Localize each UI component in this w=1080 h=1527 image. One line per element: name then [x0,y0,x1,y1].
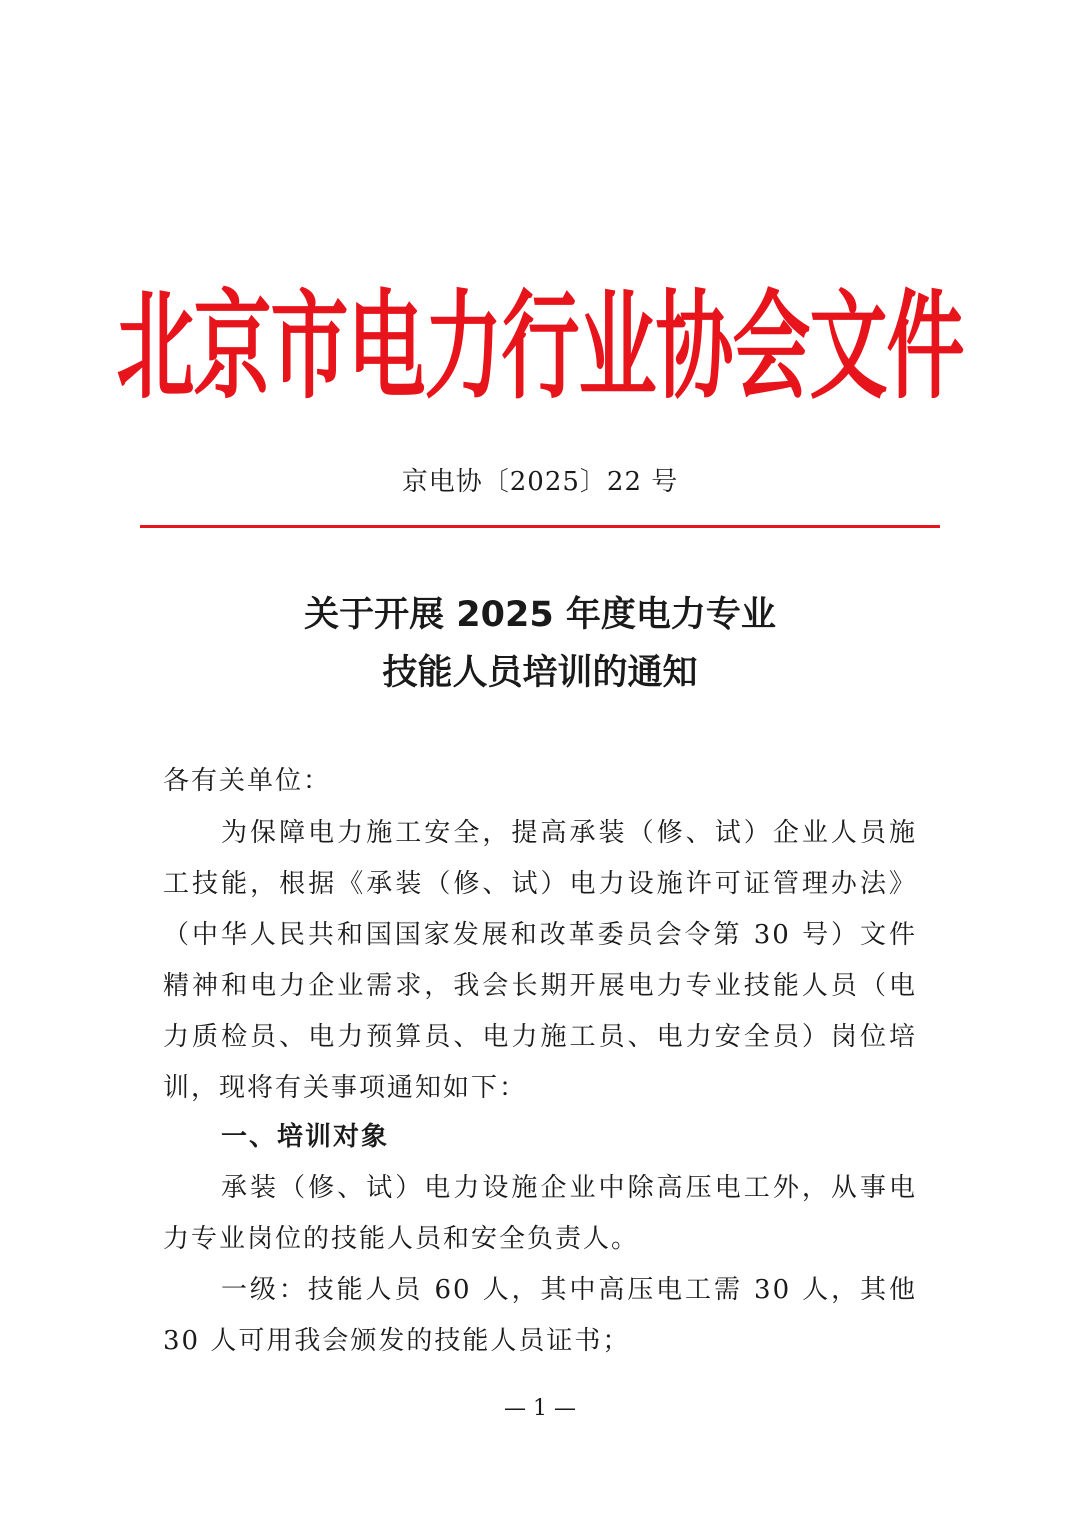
notice-title-line-2: 技能人员培训的通知 [382,653,698,693]
document-number: 京电协〔2025〕22 号 [401,467,679,497]
page-number: — 1 — [504,1396,576,1421]
paragraph-level-one: 一级：技能人员 60 人，其中高压电工需 30 人，其他 30 人可用我会颁发的技能人员证书； [163,1275,917,1356]
masthead-title: 北京市电力行业协会文件 [116,280,964,416]
section-heading-training-target: 一、培训对象 [221,1122,390,1152]
notice-title-line-1: 关于开展 2025 年度电力专业 [304,595,776,635]
paragraph-intro: 为保障电力施工安全，提高承装（修、试）企业人员施工技能，根据《承装（修、试）电力设施许可证管理办法》（中华人民共和国国家发展和改革委员会令第 30 号）文件精神和电力企业需求，我会长期开展电力专业技能人员（电力质检员、电力预算员、电力施工员、电力安全员）岗位培训，现将有关事项通知如下： [163,818,917,1103]
red-divider-line [140,525,940,528]
masthead [116,278,964,418]
salutation: 各有关单位： [163,766,332,796]
paragraph-training-target: 承装（修、试）电力设施企业中除高压电工外，从事电力专业岗位的技能人员和安全负责人。 [163,1173,917,1254]
